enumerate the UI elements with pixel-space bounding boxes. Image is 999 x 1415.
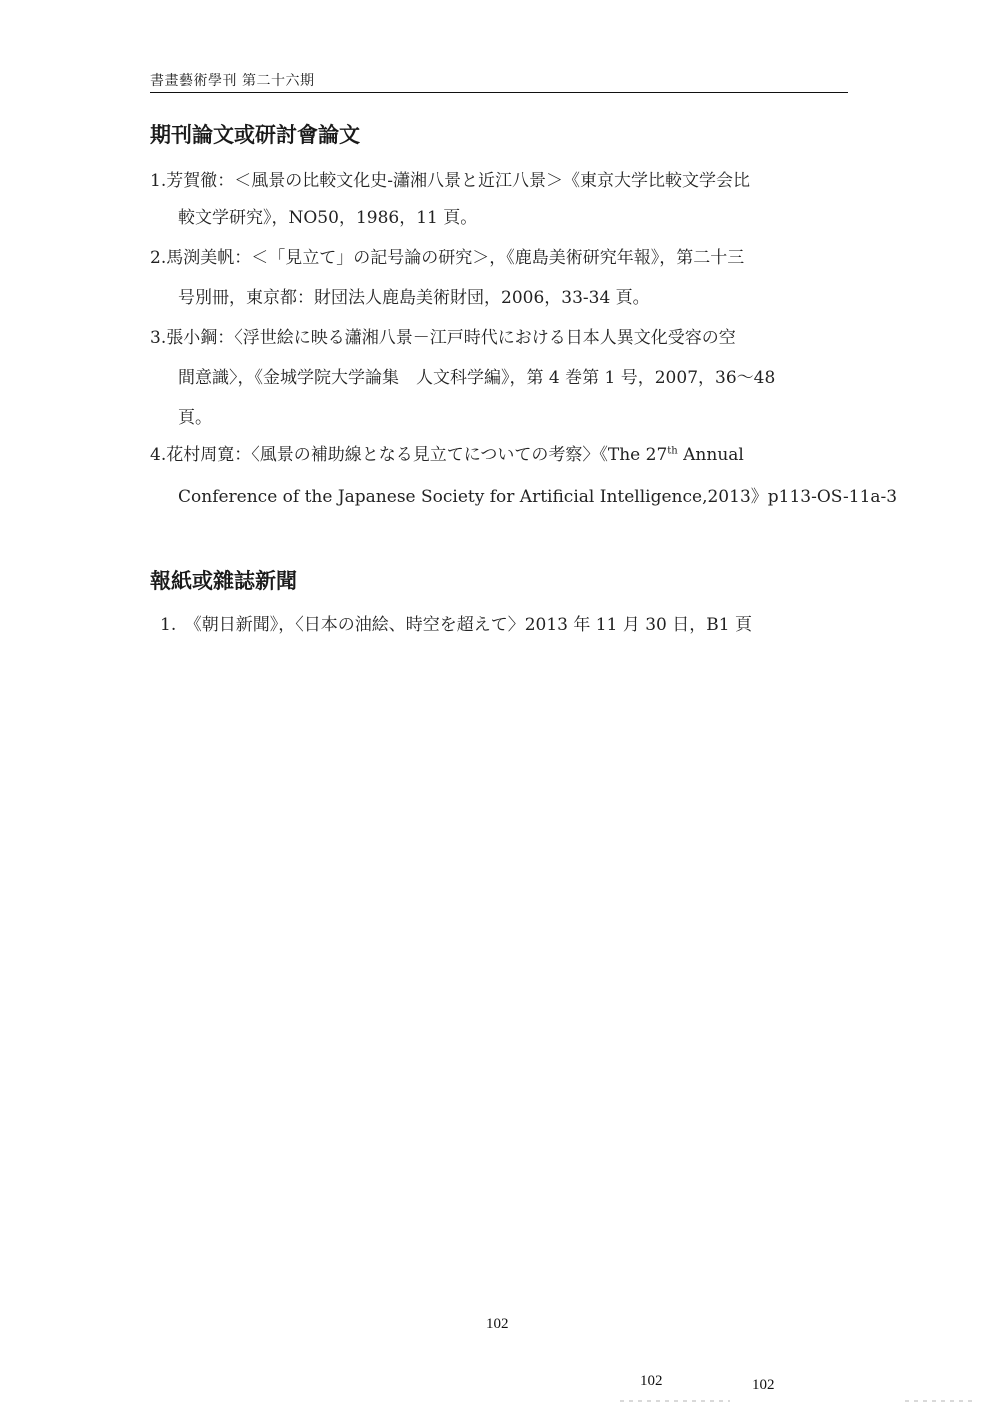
reference-2-line-1: 2.馬渕美帆：＜「見立て」の記号論の研究＞，《鹿島美術研究年報》，第二十三 xyxy=(150,248,745,268)
reference-4-prefix: 4.花村周寛：〈風景の補助線となる見立てについての考察〉《The 27 xyxy=(150,445,668,465)
scan-artifact-left xyxy=(620,1400,730,1402)
page-number-lower-left: 102 xyxy=(640,1373,663,1389)
news-reference-1: 1. 《朝日新聞》，〈日本の油絵、時空を超えて〉2013 年 11 月 30 日，B1 頁 xyxy=(160,615,752,635)
reference-3-line-3: 頁。 xyxy=(178,408,212,428)
journal-title: 書畫藝術學刊 第二十六期 xyxy=(150,73,315,89)
scan-artifact-right xyxy=(905,1400,975,1402)
running-header xyxy=(150,72,848,93)
reference-1-line-2: 較文学研究》，NO50，1986，11 頁。 xyxy=(178,208,478,228)
reference-4-ordinal-suffix: th xyxy=(667,445,678,457)
reference-3-line-2: 間意識〉，《金城学院大学論集 人文科学編》，第 4 巻第 1 号，2007，36～48 xyxy=(178,368,776,388)
section-heading-journal-papers: 期刊論文或研討會論文 xyxy=(150,123,360,147)
reference-4-line-1 xyxy=(150,442,744,468)
reference-4-suffix: Annual xyxy=(677,445,744,465)
page-number-lower-right: 102 xyxy=(752,1377,775,1393)
page-number: 102 xyxy=(486,1316,509,1332)
section-heading-newspapers: 報紙或雜誌新聞 xyxy=(150,569,297,593)
reference-3-line-1: 3.張小鋼：〈浮世絵に映る瀟湘八景－江戸時代における日本人異文化受容の空 xyxy=(150,328,736,348)
reference-4-line-2: Conference of the Japanese Society for Artificial Intelligence,2013》p113-OS-11a-3 xyxy=(178,487,898,507)
reference-1-line-1: 1.芳賀徹：＜風景の比較文化史-瀟湘八景と近江八景＞《東京大学比較文学会比 xyxy=(150,171,750,191)
reference-2-line-2: 号別冊，東京都：財団法人鹿島美術財団，2006，33-34 頁。 xyxy=(178,288,650,308)
